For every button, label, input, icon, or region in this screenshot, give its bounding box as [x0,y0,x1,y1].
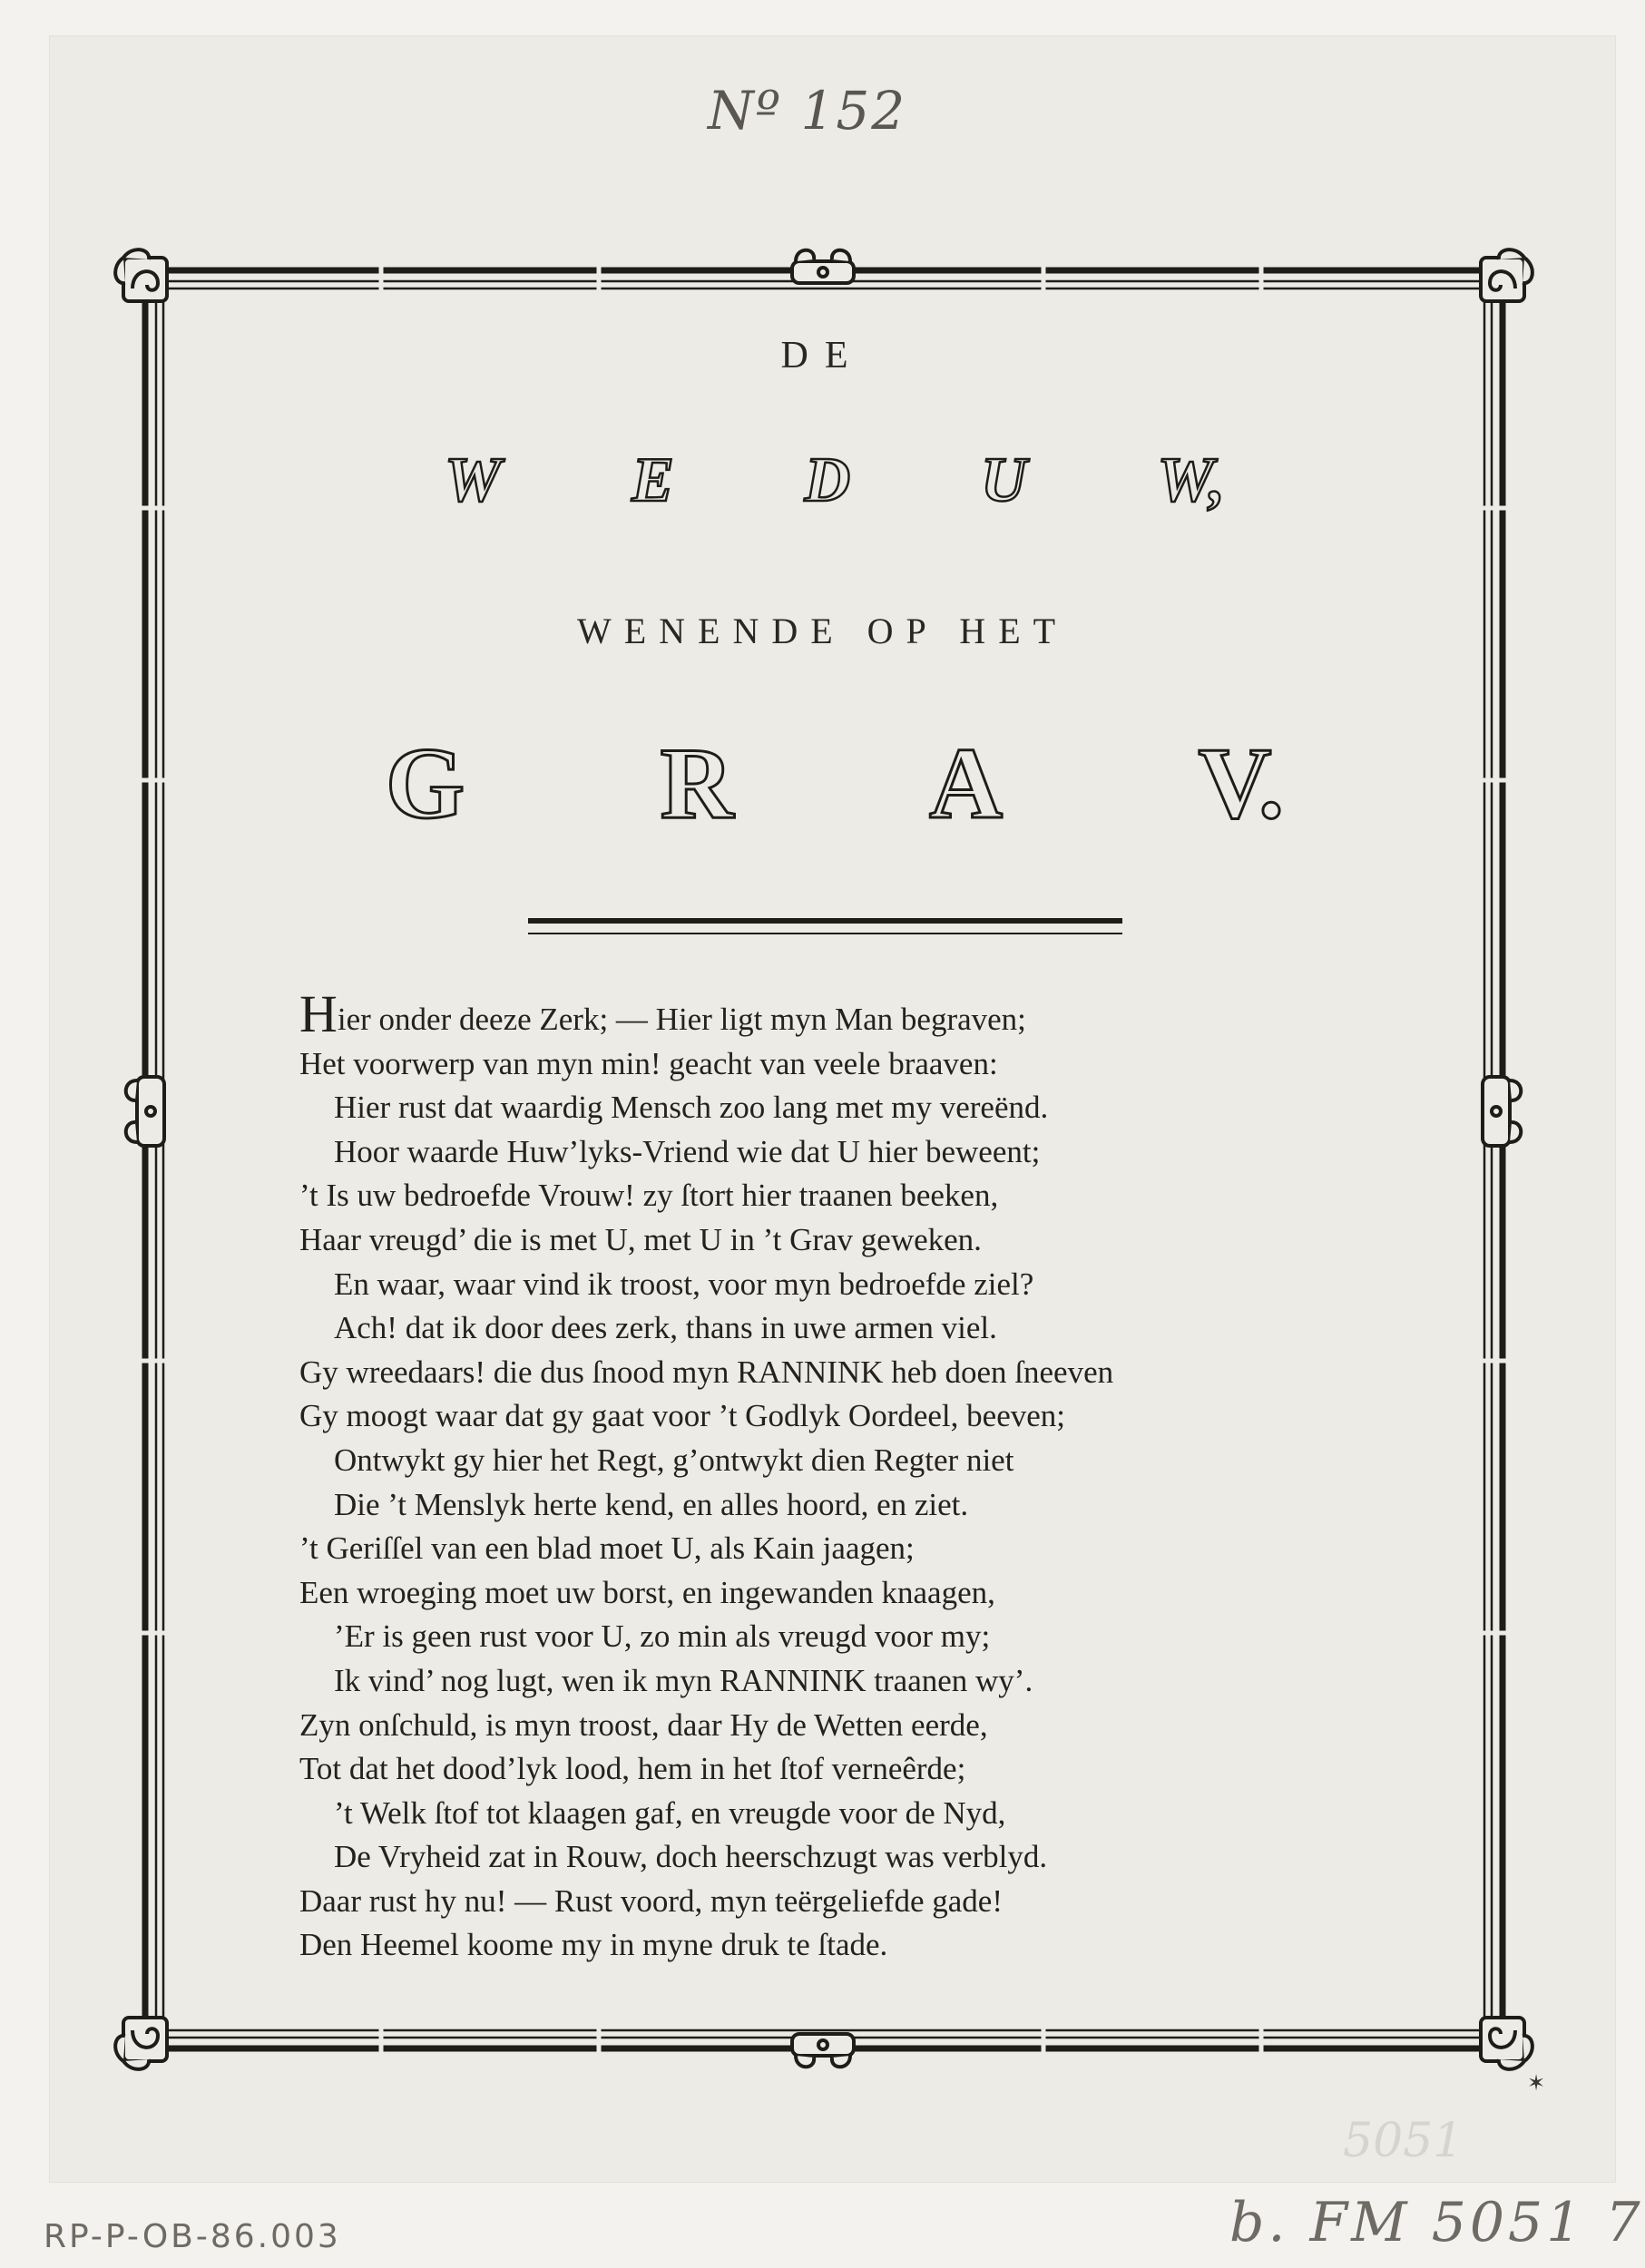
poem-line-text: Het voorwerp van myn min! geacht van veele braaven: [299,1045,998,1081]
poem-line-text: Daar rust hy nu! — Rust voord, myn teërgeliefde gade! [299,1882,1003,1919]
poem-line-text: Die ’t Menslyk herte kend, en alles hoord, en ziet. [334,1486,969,1522]
poem-line [299,1130,1343,1175]
owner-mark: b. FM 5051 7 [1229,2191,1644,2254]
poem-line-text: ’t Geriſſel van een blad moet U, als Kain jaagen; [299,1530,915,1567]
poem-line-text: Gy moogt waar dat gy gaat voor ’t Godlyk Oordeel, beeven; [299,1398,1065,1434]
poem-line-text: Hoor waarde Huw’lyks-Vriend wie dat U hier beweent; [334,1133,1041,1169]
poem-line [299,1394,1343,1439]
poem-line [299,1880,1343,1924]
poem-line [299,984,1343,1043]
poem-line [299,1571,1343,1616]
poem-line [299,1792,1343,1836]
title-rule-thick [528,918,1122,924]
poem-line-text: ’t Welk ſtof tot klaagen gaf, en vreugde voor de Nyd, [334,1794,1006,1831]
poem-line [299,1747,1343,1792]
poem-line-text: Tot dat het dood’lyk lood, hem in het ſtof verneêrde; [299,1751,966,1787]
title-letter: G [386,728,465,840]
poem-line [299,1527,1343,1571]
poem-line-text: En waar, waar vind ik troost, voor myn bedroefde ziel? [334,1266,1034,1302]
poem-line-text: Gy wreedaars! die dus ſnood myn RANNINK heb doen ſneeven [299,1354,1114,1390]
poem-line [299,1704,1343,1748]
poem-body [299,984,1343,1968]
poem-line [299,1218,1343,1263]
title-letter: W, [1157,445,1225,515]
faint-pencil-number: 5051 [1343,2114,1464,2168]
poem-line-text: Ik vind’ nog lugt, wen ik myn RANNINK traanen wy’. [334,1662,1033,1698]
poem-line [299,1042,1343,1087]
poem-line-text: Haar vreugd’ die is met U, met U in ’t Grav geweken. [299,1221,982,1257]
poem-line [299,1923,1343,1968]
title-letter: V. [1198,728,1284,840]
poem-line-text: Den Heemel koome my in myne druk te ſtade. [299,1927,888,1963]
poem-line [299,1659,1343,1704]
poem-line-text: De Vryheid zat in Rouw, doch heerschzugt was verblyd. [334,1839,1048,1875]
title-subtitle: WENENDE OP HET [576,611,1069,651]
title-letter: R [660,728,734,840]
poem-line-text: ’Er is geen rust voor U, zo min als vreugd voor my; [334,1618,991,1655]
poem-line-text: Hier rust dat waardig Mensch zoo lang met my vereënd. [334,1090,1049,1126]
title-letter: W [445,445,502,515]
catalog-number: RP-P-OB-86.003 [44,2218,341,2255]
title-letter: A [929,728,1003,840]
handwritten-number: Nº 152 [708,80,907,142]
poem-line [299,1615,1343,1659]
title-letter: E [632,445,674,515]
title-letter: U [981,445,1027,515]
poem-line [299,1174,1343,1218]
poem-line-text: ier onder deeze Zerk; — Hier ligt myn Man begraven; [337,1002,1026,1037]
title-de: DE [780,335,865,376]
poem-line [299,1483,1343,1528]
poem-line-text: Ontwykt gy hier het Regt, g’ontwykt dien Regter niet [334,1442,1014,1478]
title-letter: D [804,445,851,515]
title-weduw [445,445,1225,517]
poem-line-text: Zyn onſchuld, is myn troost, daar Hy de Wetten eerde, [299,1706,988,1743]
stray-ink-mark: ✶ [1527,2072,1546,2096]
poem-line [299,1086,1343,1130]
poem-line [299,1351,1343,1395]
poem-line [299,1306,1343,1351]
poem-line [299,1439,1343,1483]
poem-line [299,1835,1343,1880]
poem-line-text: Ach! dat ik door dees zerk, thans in uwe armen viel. [334,1310,997,1346]
poem-line-text: ’t Is uw bedroefde Vrouw! zy ſtort hier traanen beeken, [299,1178,999,1214]
title-grav [386,726,1284,843]
poem-drop-cap: H [299,984,338,1043]
poem-line-text: Een wroeging moet uw borst, en ingewanden knaagen, [299,1574,995,1610]
poem-line [299,1263,1343,1307]
title-rule-thin [528,933,1122,934]
